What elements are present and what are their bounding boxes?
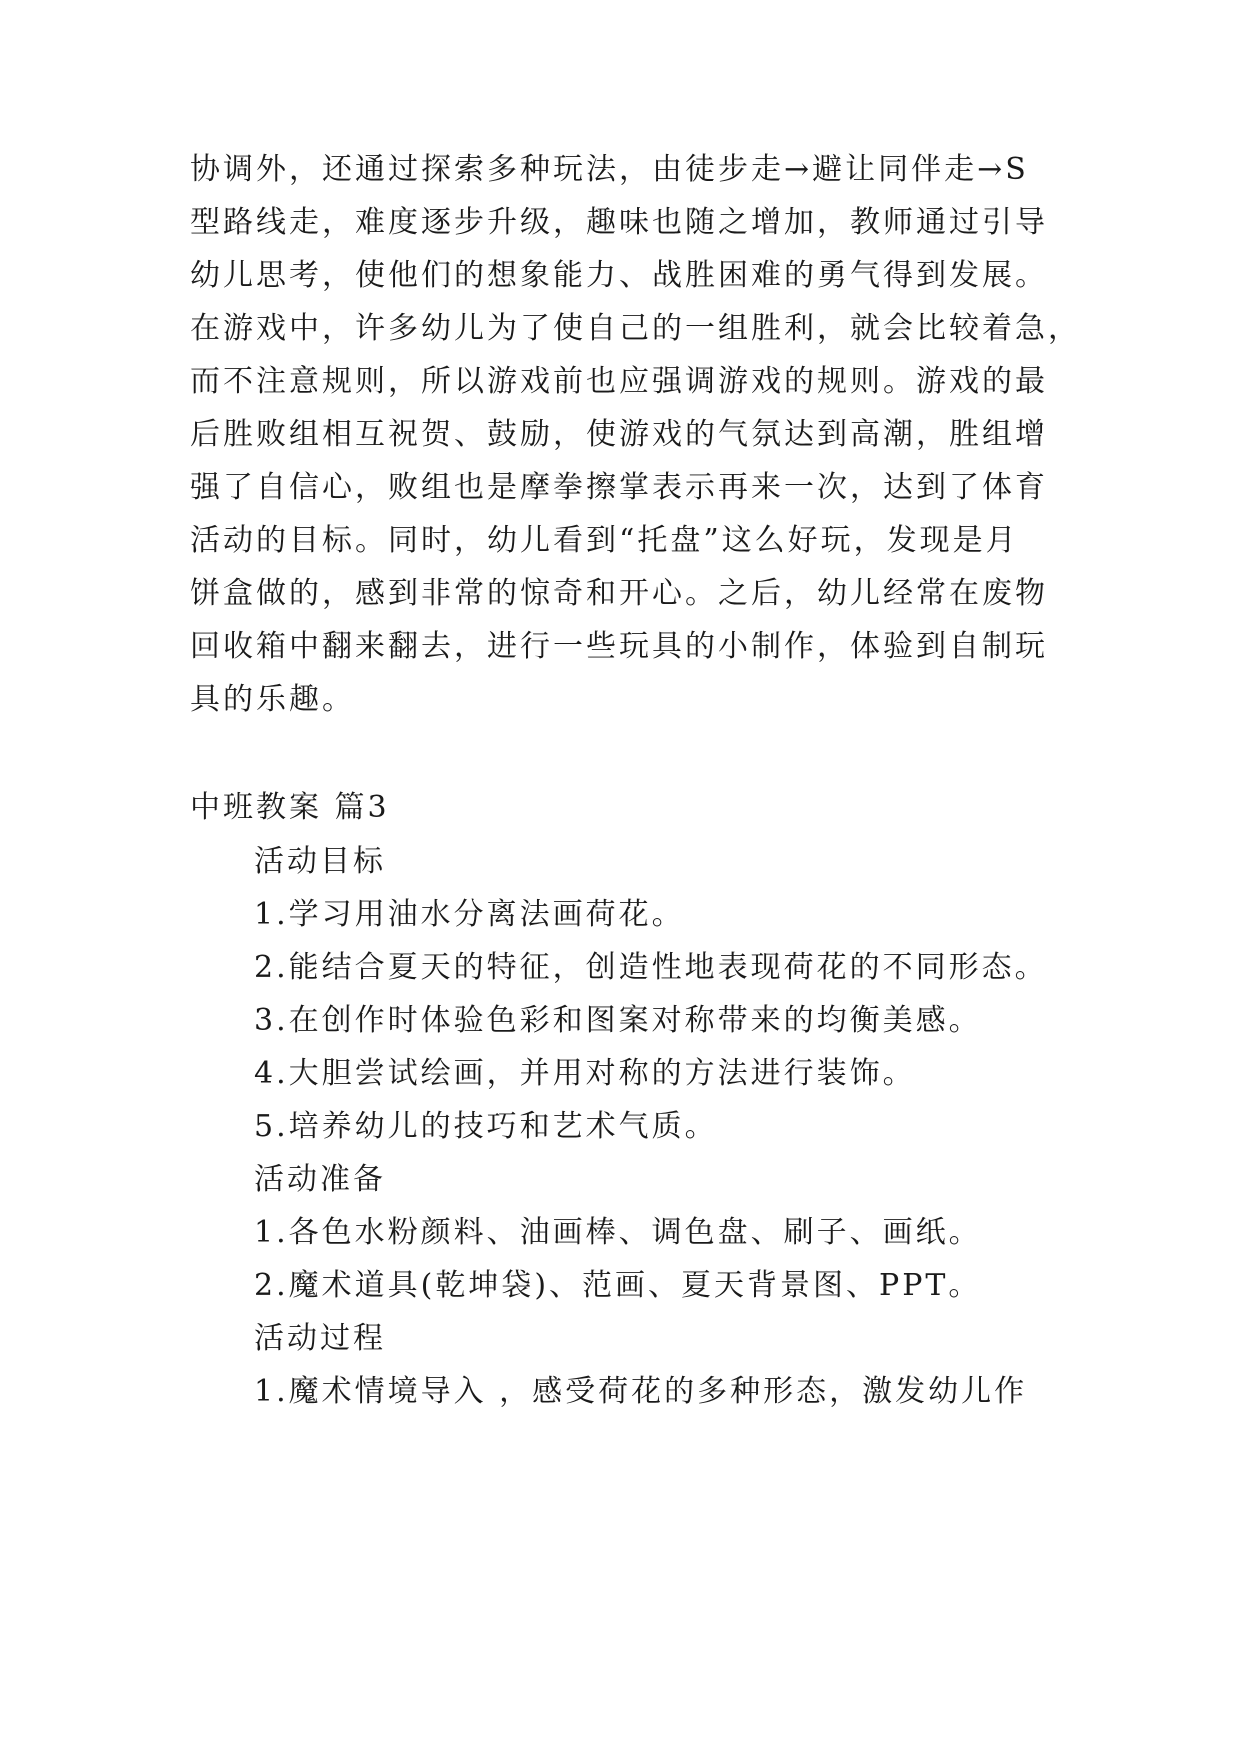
paragraph-line: 在游戏中，许多幼儿为了使自己的一组胜利，就会比较着急， (190, 311, 1081, 346)
paragraph-line: 具的乐趣。 (190, 682, 355, 717)
process-item: 1.魔术情境导入 ，感受荷花的多种形态，激发幼儿作 (254, 1374, 1028, 1409)
section-title: 中班教案 篇3 (190, 790, 390, 825)
paragraph-line: 幼儿思考，使他们的想象能力、战胜困难的勇气得到发展。 (190, 258, 1048, 293)
paragraph-line: 回收箱中翻来翻去，进行一些玩具的小制作，体验到自制玩 (190, 629, 1048, 664)
paragraph-line: 而不注意规则，所以游戏前也应强调游戏的规则。游戏的最 (190, 364, 1048, 399)
process-heading: 活动过程 (254, 1321, 386, 1356)
paragraph-line: 饼盒做的，感到非常的惊奇和开心。之后，幼儿经常在废物 (190, 576, 1048, 611)
paragraph-line: 后胜败组相互祝贺、鼓励，使游戏的气氛达到高潮，胜组增 (190, 417, 1048, 452)
paragraph-line: 型路线走，难度逐步升级，趣味也随之增加，教师通过引导 (190, 205, 1048, 240)
prep-heading: 活动准备 (254, 1162, 386, 1197)
prep-item: 1.各色水粉颜料、油画棒、调色盘、刷子、画纸。 (254, 1215, 982, 1250)
goal-item: 2.能结合夏天的特征，创造性地表现荷花的不同形态。 (254, 950, 1048, 985)
goals-heading: 活动目标 (254, 844, 386, 879)
paragraph-line: 协调外，还通过探索多种玩法，由徒步走→避让同伴走→S (190, 152, 1029, 187)
prep-item: 2.魔术道具(乾坤袋)、范画、夏天背景图、PPT。 (254, 1268, 982, 1303)
goal-item: 4.大胆尝试绘画，并用对称的方法进行装饰。 (254, 1056, 916, 1091)
goal-item: 5.培养幼儿的技巧和艺术气质。 (254, 1109, 718, 1144)
paragraph-line: 活动的目标。同时，幼儿看到“托盘”这么好玩，发现是月 (190, 523, 1019, 558)
goal-item: 3.在创作时体验色彩和图案对称带来的均衡美感。 (254, 1003, 982, 1038)
paragraph-line: 强了自信心，败组也是摩拳擦掌表示再来一次，达到了体育 (190, 470, 1048, 505)
goal-item: 1.学习用油水分离法画荷花。 (254, 897, 685, 932)
